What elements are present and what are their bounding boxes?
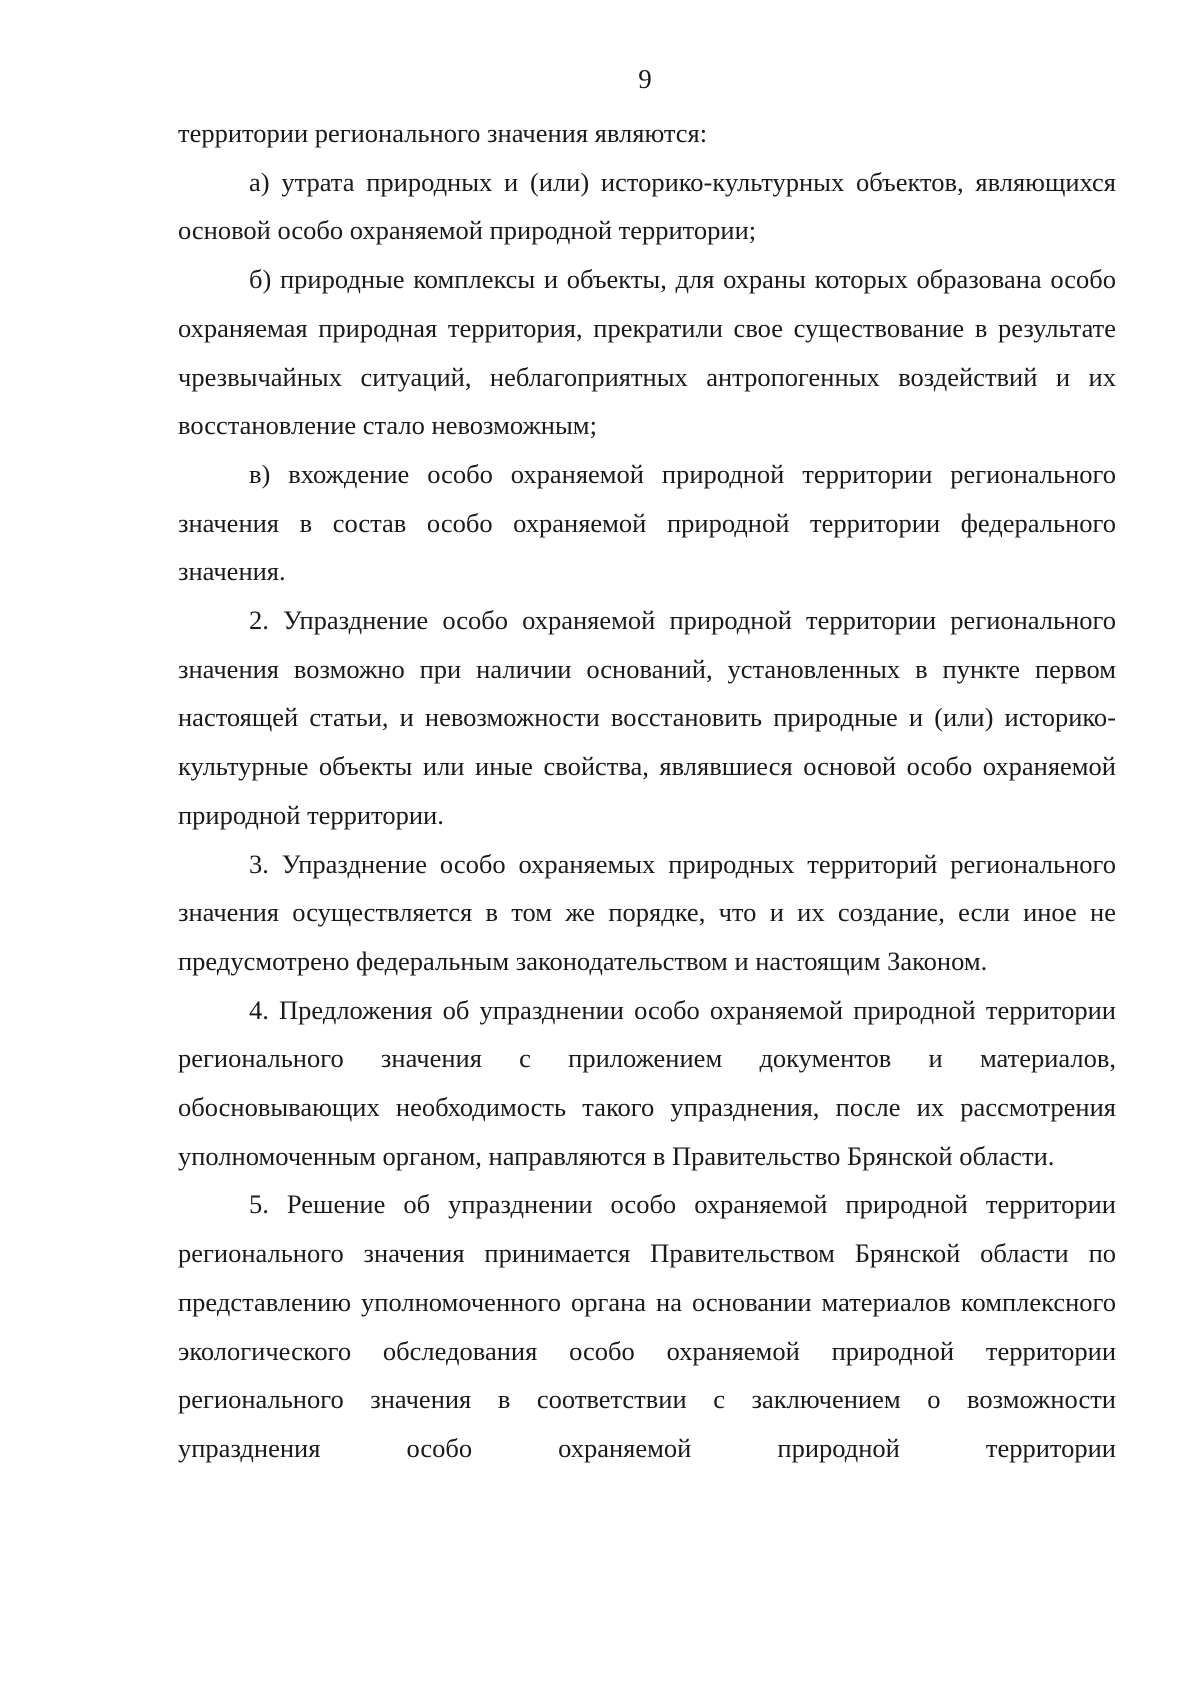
page-number: 9 [638,64,652,94]
paragraph-item-b: б) природные комплексы и объекты, для охраны которых образована особо охраняемая природная территория, прекратили свое существование в результате чрезвычайных ситуаций, неблагоприятных антропогенных воздействий и их восстановление стало невозможным; [178,264,1116,441]
document-body [178,109,1116,1473]
paragraph-clause-2: 2. Упразднение особо охраняемой природной территории регионального значения возможно при наличии оснований, установленных в пункте первом настоящей статьи, и невозможности восстановить природные и (или) историко-культурные объекты или иные свойства, являвшиеся основой особо охраняемой природной территории. [178,605,1116,830]
paragraph-clause-4: 4. Предложения об упразднении особо охраняемой природной территории регионального значения с приложением документов и материалов, обосновывающих необходимость такого упразднения, после их рассмотрения уполномоченным органом, направляются в Правительство Брянской области. [178,994,1116,1171]
paragraph-intro: территории регионального значения являются: [178,118,708,148]
paragraph-item-a: а) утрата природных и (или) историко-культурных объектов, являющихся основой особо охраняемой природной территории; [178,166,1116,246]
paragraph-clause-3: 3. Упразднение особо охраняемых природных территорий регионального значения осуществляется в том же порядке, что и их создание, если иное не предусмотрено федеральным законодательством и настоящим Законом. [178,848,1116,976]
paragraph-clause-5: 5. Решение об упразднении особо охраняемой природной территории регионального значения принимается Правительством Брянской области по представлению уполномоченного органа на основании материалов комплексного экологического обследования особо охраняемой природной территории регионального значения в соответствии с заключением о возможности упразднения особо охраняемой природной территории [178,1189,1116,1463]
paragraph-item-v: в) вхождение особо охраняемой природной территории регионального значения в состав особо охраняемой природной территории федерального значения. [178,458,1116,587]
